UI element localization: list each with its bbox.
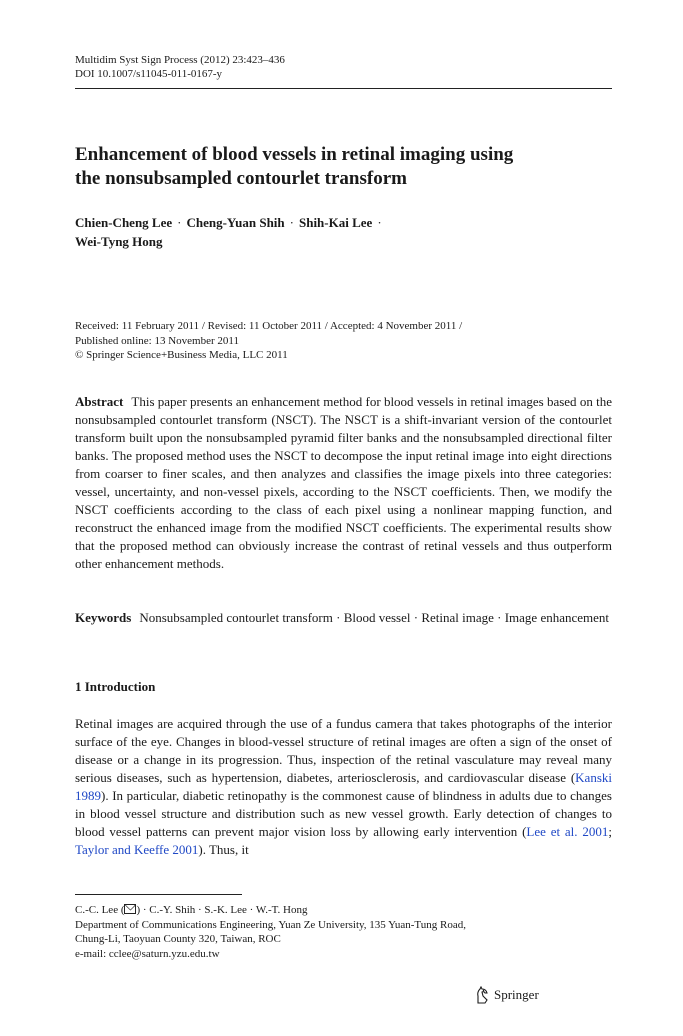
section-heading-introduction: 1 Introduction	[75, 679, 156, 694]
publisher-name: Springer	[494, 987, 539, 1002]
dates-line-2: Published online: 13 November 2011	[75, 334, 239, 347]
mail-icon[interactable]	[124, 904, 136, 914]
journal-header	[75, 53, 285, 81]
author-footnote	[75, 903, 466, 961]
title-line-2: the nonsubsampled contourlet transform	[75, 168, 407, 189]
footnote-authors-text: C.-C. Lee (	[75, 904, 125, 916]
abstract-label: Abstract	[75, 394, 124, 409]
introduction-paragraph	[75, 715, 612, 859]
publisher-logo	[474, 986, 539, 1004]
intro-text: Retinal images are acquired through the use of a fundus camera that takes photographs of the interior surface of the eye. Changes in blood-vessel structure of retinal images are often a sign of the onset of disease or a change in its progression. Thus, inspection of the retinal vasculature may reveal many serious diseases, such as hypertension, diabetes, arteriosclerosis, and cardiovascular disease (	[75, 716, 612, 785]
citation-link[interactable]: Kanski 1989	[75, 770, 612, 803]
keywords-text: Nonsubsampled contourlet transform · Blood vessel · Retinal image · Image enhancement	[139, 610, 610, 625]
footnote-rule	[75, 894, 242, 895]
footnote-email[interactable]: e-mail: cclee@saturn.yzu.edu.tw	[75, 947, 220, 960]
citation-link[interactable]: Taylor and Keeffe 2001	[75, 842, 199, 857]
abstract	[75, 393, 612, 573]
copyright-line: © Springer Science+Business Media, LLC 2011	[75, 349, 288, 361]
author-name[interactable]: Shih-Kai Lee	[298, 215, 373, 230]
paper-title	[75, 143, 612, 191]
author-name[interactable]: Chien-Cheng Lee	[75, 215, 173, 230]
header-rule	[75, 88, 612, 89]
author-separator: ·	[289, 215, 294, 230]
title-line-1: Enhancement of blood vessels in retinal imaging using	[75, 144, 514, 165]
footnote-authors	[75, 903, 466, 918]
abstract-text: This paper presents an enhancement method for blood vessels in retinal images based on the nonsubsampled contourlet transform (NSCT). The NSCT is a shift-invariant version of the contourlet transform built upon the nonsubsampled pyramid filter banks and the nonsubsampled directional filter banks. The proposed method uses the NSCT to decompose the input retinal image into eight directions from coarser to finer scales, and then analyzes and classifies the image pixels into three categories: vessel, uncertainty, and non-vessel pixels, according to the NSCT coefficients. Then, we modify the NSCT coefficients according to the class of each pixel using a nonlinear mapping function, and reconstruct the enhanced image from the modified NSCT coefficients. The experimental results show that the proposed method can obviously increase the contrast of retinal vessels and thus outperform other enhancement methods.	[75, 394, 612, 571]
author-name[interactable]: Wei-Tyng Hong	[75, 234, 163, 249]
springer-horse-icon	[474, 986, 490, 1004]
footnote-authors-text: ) · C.-Y. Shih · S.-K. Lee · W.-T. Hong	[136, 904, 308, 916]
keywords	[75, 609, 612, 627]
keywords-label: Keywords	[75, 610, 132, 625]
footnote-department: Department of Communications Engineering, Yuan Ze University, 135 Yuan-Tung Road,	[75, 918, 466, 931]
journal-doi[interactable]: DOI 10.1007/s11045-011-0167-y	[75, 68, 223, 80]
journal-citation: Multidim Syst Sign Process (2012) 23:423–436	[75, 54, 285, 66]
citation-link[interactable]: Lee et al. 2001	[526, 824, 609, 839]
dates-line-1: Received: 11 February 2011 / Revised: 11 October 2011 / Accepted: 4 November 2011 /	[75, 320, 463, 332]
intro-text: ;	[608, 824, 612, 839]
publication-dates	[75, 319, 462, 363]
intro-text: ). Thus, it	[198, 842, 249, 857]
author-name[interactable]: Cheng-Yuan Shih	[186, 215, 285, 230]
author-separator: ·	[377, 215, 382, 230]
author-separator: ·	[177, 215, 182, 230]
author-list	[75, 213, 387, 251]
footnote-city: Chung-Li, Taoyuan County 320, Taiwan, ROC	[75, 933, 281, 945]
intro-text: ). In particular, diabetic retinopathy is the commonest cause of blindness in adults due to changes in blood vessel structure and distribution such as new vessel growth. Early detection of changes to blood vessel patterns can prevent major vision loss by allowing early intervention (	[75, 788, 612, 839]
